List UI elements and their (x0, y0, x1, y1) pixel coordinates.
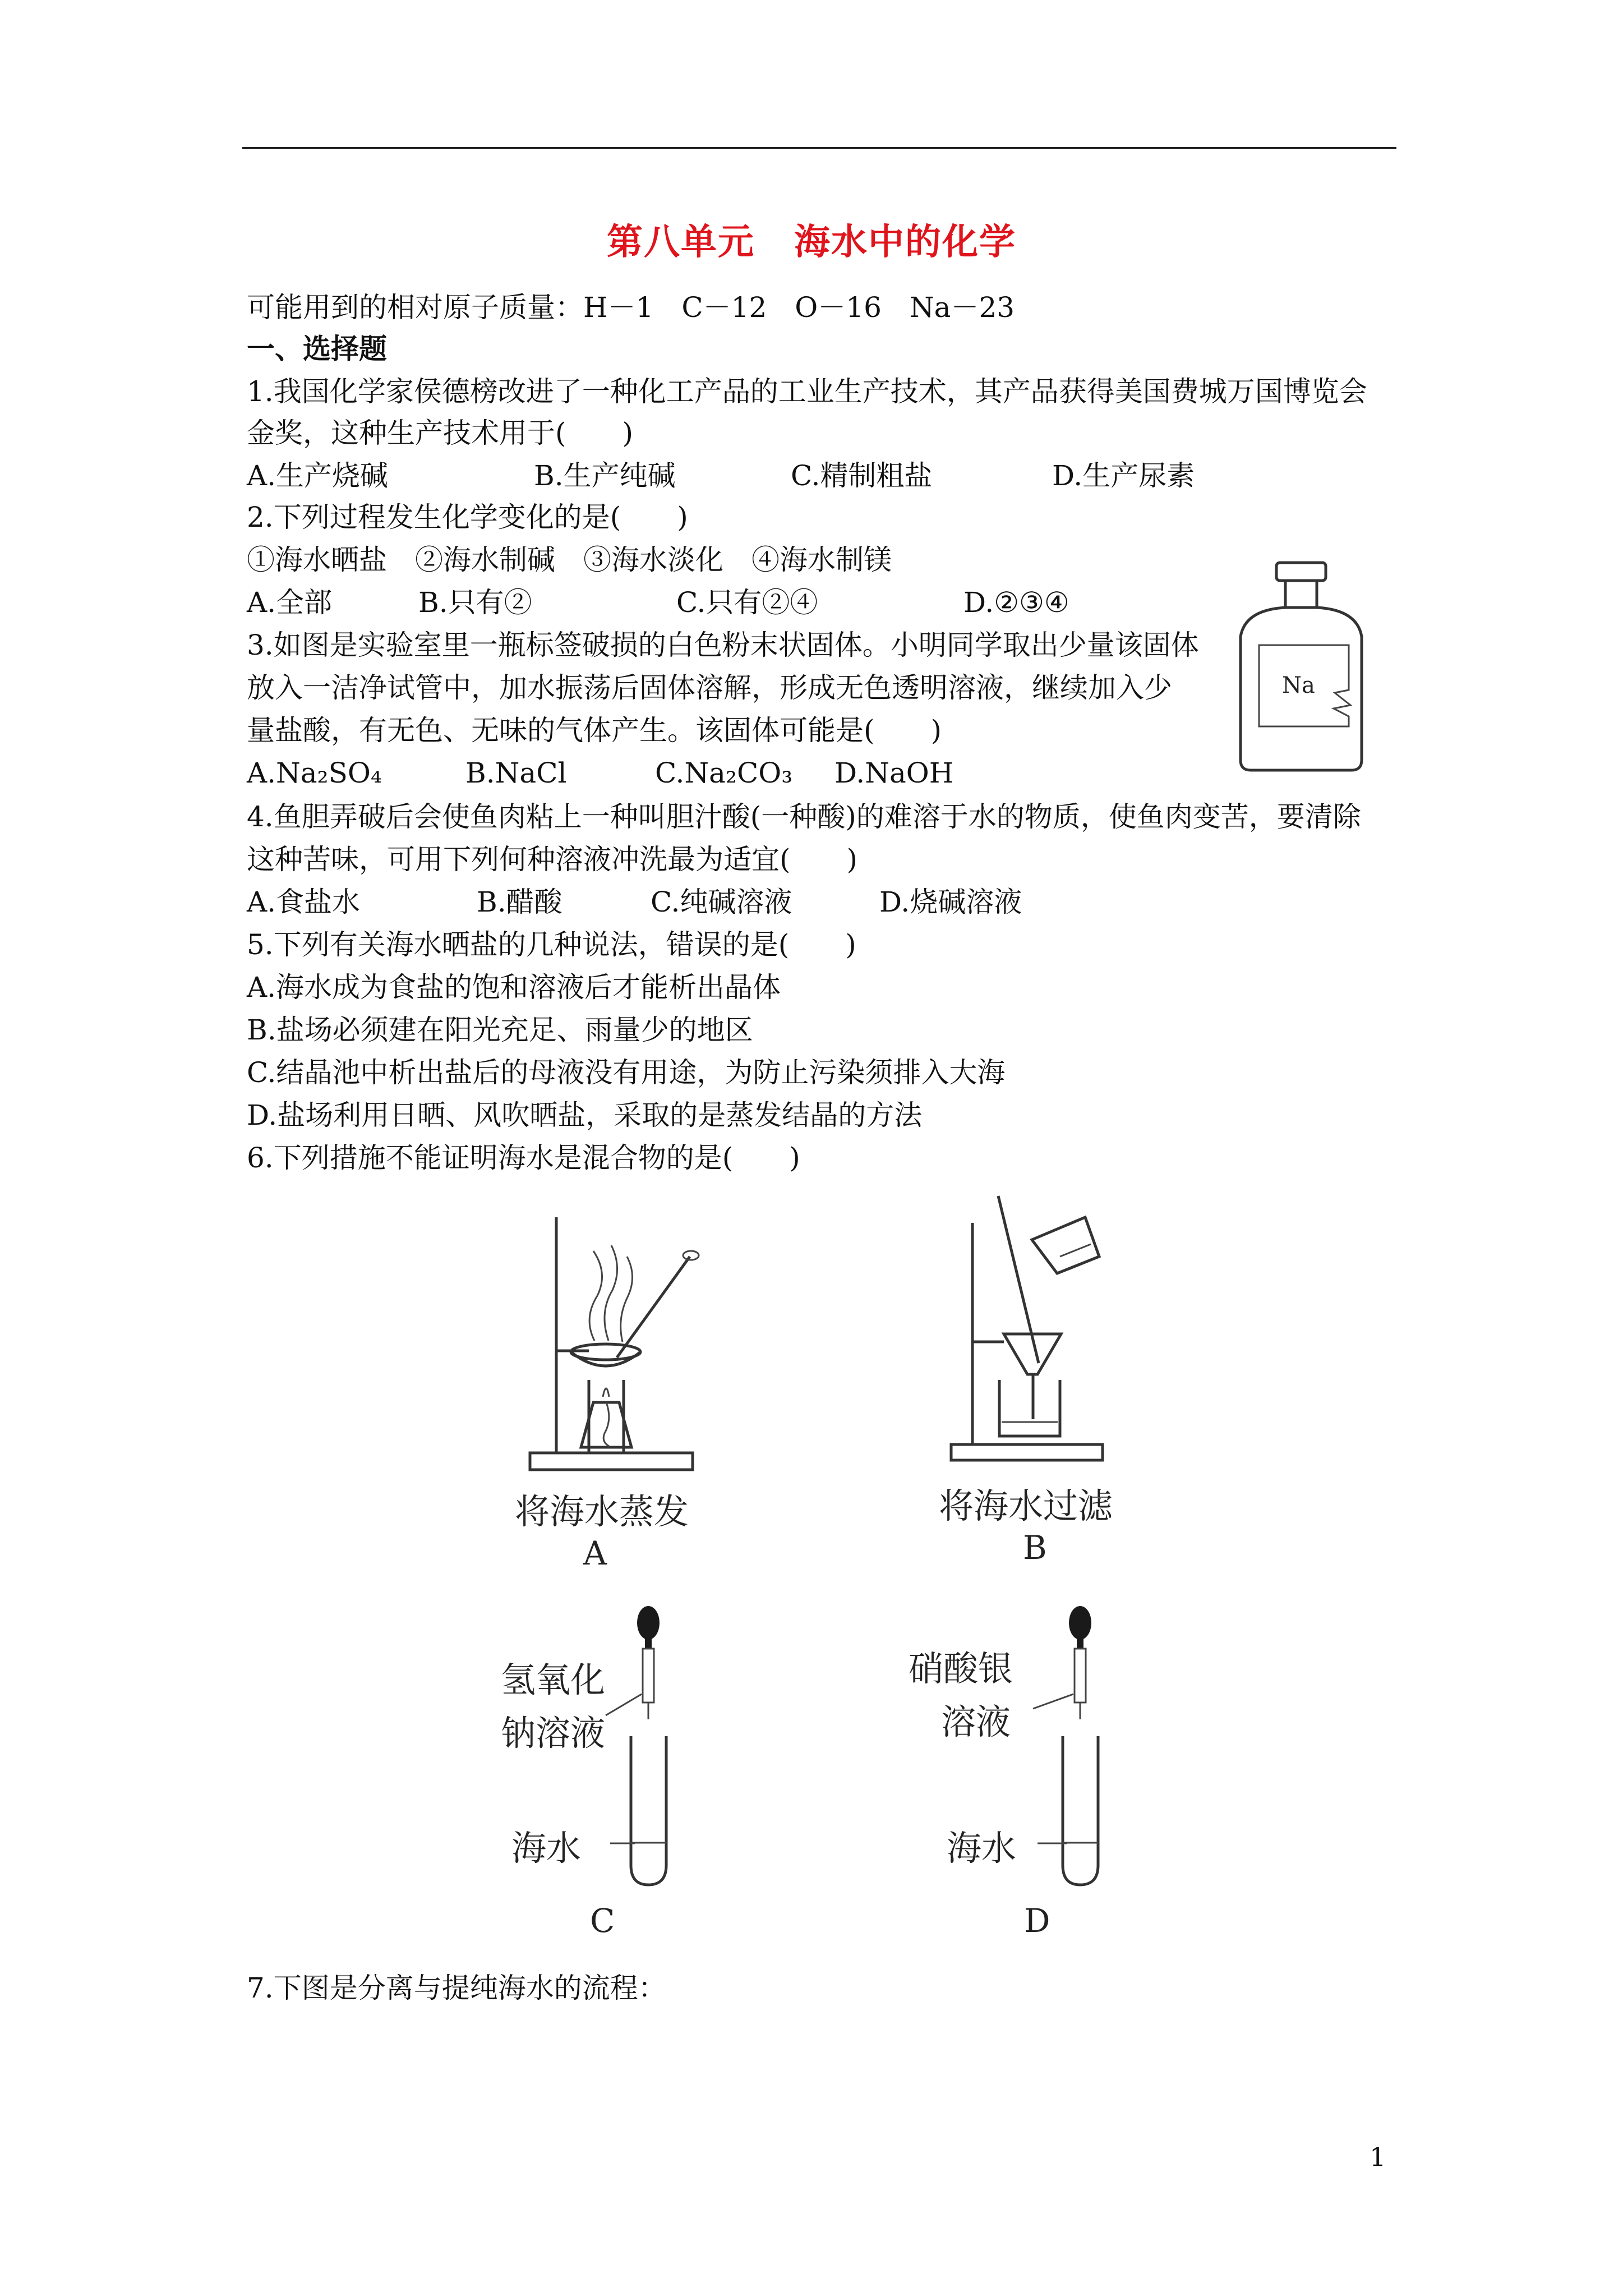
q1-option-c: C.精制粗盐 (791, 459, 933, 492)
question-6-text: 6.下列措施不能证明海水是混合物的是( ) (247, 1142, 800, 1174)
q1-option-b: B.生产纯碱 (534, 459, 676, 492)
figure-b-caption: 将海水过滤 (939, 1485, 1113, 1526)
section-heading: 一、选择题 (247, 333, 387, 365)
atomic-masses: 可能用到的相对原子质量：H－1 C－12 O－16 Na－23 (247, 291, 1015, 324)
q2-option-d: D.②③④ (963, 586, 1069, 619)
figure-a-caption: 将海水蒸发 (515, 1491, 689, 1532)
unit-label: 第八单元 (607, 222, 755, 263)
q5-option-a: A.海水成为食盐的饱和溶液后才能析出晶体 (247, 971, 781, 1004)
figure-d-sample: 海水 (947, 1828, 1017, 1869)
q5-option-d: D.盐场利用日晒、风吹晒盐，采取的是蒸发结晶的方法 (247, 1099, 923, 1131)
question-7-text: 7.下图是分离与提纯海水的流程： (247, 1972, 666, 2004)
figure-c-pointers (594, 1677, 656, 1868)
q1-option-a: A.生产烧碱 (247, 459, 389, 492)
q4-option-d: D.烧碱溶液 (879, 886, 1022, 918)
q3-option-d: D.NaOH (834, 757, 954, 789)
q4-option-b: B.醋酸 (477, 886, 562, 918)
question-3-text: 3.如图是实验室里一瓶标签破损的白色粉末状固体。小明同学取出少量该固体 (247, 629, 1199, 661)
question-2-items: ①海水晒盐 ②海水制碱 ③海水淡化 ④海水制镁 (247, 544, 892, 576)
figure-c-sample: 海水 (511, 1828, 582, 1869)
page-title (0, 213, 1623, 265)
q2-option-b: B.只有② (418, 586, 532, 619)
q4-option-c: C.纯碱溶液 (651, 886, 792, 918)
q3-option-b: B.NaCl (465, 757, 567, 789)
figure-a-evaporation (527, 1212, 729, 1475)
figure-c-reagent-2: 钠溶液 (501, 1713, 606, 1754)
figure-d-reagent-1: 硝酸银 (909, 1648, 1013, 1689)
bottle-label: Na (1282, 673, 1315, 698)
figure-d-pointers (1026, 1677, 1088, 1868)
figure-d-letter: D (1024, 1902, 1050, 1940)
question-3-text-cont1: 放入一洁净试管中，加水振荡后固体溶解，形成无色透明溶液，继续加入少 (247, 671, 1172, 704)
unit-topic: 海水中的化学 (794, 222, 1016, 263)
question-4-text-cont: 这种苦味，可用下列何种溶液冲洗最为适宜( ) (247, 843, 858, 876)
figure-b-letter: B (1023, 1529, 1047, 1567)
q1-option-d: D.生产尿素 (1052, 459, 1195, 492)
header-rule (242, 147, 1396, 149)
q4-option-a: A.食盐水 (247, 886, 361, 918)
q5-option-b: B.盐场必须建在阳光充足、雨量少的地区 (247, 1014, 753, 1046)
question-1-text-cont: 金奖，这种生产技术用于( ) (247, 417, 634, 449)
q3-option-c: C.Na₂CO₃ (655, 757, 793, 789)
figure-c-letter: C (590, 1902, 615, 1940)
question-5-text: 5.下列有关海水晒盐的几种说法，错误的是( ) (247, 928, 856, 961)
q3-option-a: A.Na₂SO₄ (247, 757, 382, 789)
reagent-bottle-figure (1234, 558, 1368, 774)
question-3-text-cont2: 量盐酸，有无色、无味的气体产生。该固体可能是( ) (247, 714, 942, 747)
figure-d-reagent-2: 溶液 (941, 1701, 1011, 1742)
figure-c-reagent-1: 氢氧化 (501, 1659, 606, 1700)
q5-option-c: C.结晶池中析出盐后的母液没有用途，为防止污染须排入大海 (247, 1056, 1006, 1089)
page-number: 1 (1370, 2142, 1386, 2172)
figure-a-letter: A (583, 1534, 607, 1572)
question-2-text: 2.下列过程发生化学变化的是( ) (247, 501, 688, 533)
question-4-text: 4.鱼胆弄破后会使鱼肉粘上一种叫胆汁酸(一种酸)的难溶于水的物质，使鱼肉变苦，要清除 (247, 800, 1361, 833)
q2-option-c: C.只有②④ (676, 586, 818, 619)
figure-b-filtration (948, 1195, 1138, 1470)
question-1-text: 1.我国化学家侯德榜改进了一种化工产品的工业生产技术，其产品获得美国费城万国博览会 (247, 375, 1367, 408)
q2-option-a: A.全部 (247, 586, 333, 619)
